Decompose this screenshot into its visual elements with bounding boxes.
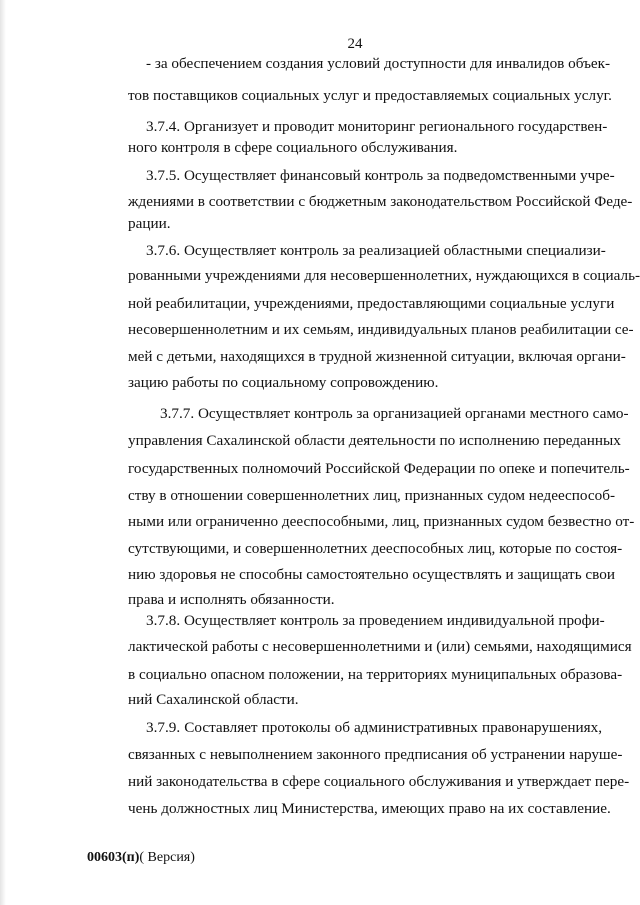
- document-footer: [87, 850, 195, 866]
- text-line: ству в отношении совершеннолетних лиц, признанных судом недееспособ-: [128, 487, 616, 504]
- text-line: рации.: [128, 215, 171, 232]
- text-line: 3.7.7. Осуществляет контроль за организацией органами местного само-: [160, 405, 629, 422]
- text-line: связанных с невыполнением законного предписания об устранении наруше-: [128, 746, 623, 763]
- text-line: ний законодательства в сфере социального обслуживания и утверждает пере-: [128, 773, 630, 790]
- scan-edge-shadow: [0, 0, 6, 905]
- text-line: 3.7.6. Осуществляет контроль за реализацией областными специализи-: [146, 242, 606, 259]
- text-line: ний Сахалинской области.: [128, 691, 299, 708]
- text-line: - за обеспечением создания условий доступности для инвалидов объек-: [146, 55, 611, 72]
- page-number: 24: [347, 36, 363, 52]
- text-line: в социально опасном положении, на территориях муниципальных образова-: [128, 666, 623, 683]
- text-line: ными или ограниченно дееспособными, лиц, признанных судом безвестно от-: [128, 513, 635, 530]
- footer-version: ( Версия): [139, 850, 195, 865]
- text-line: управления Сахалинской области деятельности по исполнению переданных: [128, 432, 621, 449]
- text-line: нию здоровья не способны самостоятельно осуществлять и защищать свои: [128, 566, 615, 583]
- text-line: 3.7.4. Организует и проводит мониторинг регионального государствен-: [146, 118, 608, 135]
- text-line: рованными учреждениями для несовершеннолетних, нуждающихся в социаль-: [128, 267, 640, 284]
- text-line: мей с детьми, находящихся в трудной жизненной ситуации, включая органи-: [128, 348, 626, 365]
- text-line: ждениями в соответствии с бюджетным законодательством Российской Феде-: [128, 193, 633, 210]
- text-line: тов поставщиков социальных услуг и предоставляемых социальных услуг.: [128, 87, 612, 104]
- footer-document-code: 00603(п): [87, 850, 140, 865]
- text-line: ной реабилитации, учреждениями, предоставляющими социальные услуги: [128, 295, 615, 312]
- text-line: зацию работы по социальному сопровождению.: [128, 374, 439, 391]
- text-line: права и исполнять обязанности.: [128, 591, 335, 608]
- text-line: ного контроля в сфере социального обслуживания.: [128, 139, 458, 156]
- text-line: государственных полномочий Российской Федерации по опеке и попечитель-: [128, 460, 630, 477]
- text-line: 3.7.9. Составляет протоколы об административных правонарушениях,: [146, 719, 602, 736]
- text-line: 3.7.5. Осуществляет финансовый контроль за подведомственными учре-: [146, 167, 615, 184]
- text-line: несовершеннолетним и их семьям, индивидуальных планов реабилитации се-: [128, 321, 634, 338]
- text-line: сутствующими, и совершеннолетних дееспособных лиц, которые по состоя-: [128, 540, 623, 557]
- text-line: чень должностных лиц Министерства, имеющих право на их составление.: [128, 800, 611, 817]
- text-line: 3.7.8. Осуществляет контроль за проведением индивидуальной профи-: [146, 612, 605, 629]
- text-line: лактической работы с несовершеннолетними и (или) семьями, находящимися: [128, 638, 632, 655]
